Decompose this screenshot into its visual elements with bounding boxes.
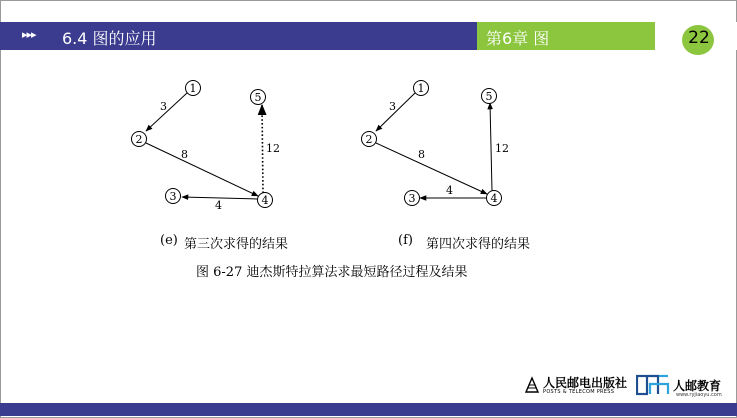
node-e-1-label: 1 bbox=[189, 82, 197, 95]
footer-bar bbox=[0, 403, 737, 416]
node-e-2-label: 2 bbox=[135, 133, 143, 146]
publisher-name: 人民邮电出版社 bbox=[543, 376, 628, 390]
graph-f bbox=[362, 81, 510, 206]
node-e-4-label: 4 bbox=[261, 194, 269, 207]
node-f-5-label: 5 bbox=[485, 90, 493, 103]
edge-f-4-5 bbox=[490, 103, 492, 191]
edge-e-4-5 bbox=[262, 105, 263, 193]
weight-f-4-3: 4 bbox=[446, 184, 453, 197]
node-f-1-label: 1 bbox=[417, 82, 425, 95]
node-f-2-label: 2 bbox=[365, 133, 373, 146]
weight-e-1-2: 3 bbox=[160, 100, 167, 113]
weight-f-4-5: 12 bbox=[495, 142, 509, 155]
node-e-3-label: 3 bbox=[169, 190, 177, 203]
section-title: 6.4 图的应用 bbox=[62, 29, 157, 48]
triple-arrow-icon: ▸▸▸ bbox=[22, 28, 36, 41]
publisher-logo-icon bbox=[524, 376, 540, 394]
edge-e-2-4 bbox=[146, 143, 258, 196]
graph-e bbox=[132, 81, 281, 213]
weight-f-1-2: 3 bbox=[389, 100, 396, 113]
brand-logo-icon bbox=[636, 374, 670, 396]
caption-e-text: 第三次求得的结果 bbox=[184, 237, 289, 252]
brand-url: www.ryjiaoyu.com bbox=[676, 392, 722, 398]
node-e-5-label: 5 bbox=[254, 91, 262, 104]
chapter-title: 第6章 图 bbox=[486, 29, 550, 48]
page-number: 22 bbox=[688, 28, 710, 48]
figure-caption: 图 6-27 迪杰斯特拉算法求最短路径过程及结果 bbox=[196, 265, 468, 280]
weight-f-2-4: 8 bbox=[418, 148, 425, 161]
node-f-3-label: 3 bbox=[408, 192, 416, 205]
caption-f-text: 第四次求得的结果 bbox=[426, 237, 531, 252]
brand-name: 人邮教育 bbox=[673, 379, 722, 393]
node-f-4-label: 4 bbox=[490, 192, 498, 205]
weight-e-4-5: 12 bbox=[266, 142, 280, 155]
weight-e-4-3: 4 bbox=[215, 199, 222, 212]
caption-e-label: (e) bbox=[160, 233, 178, 248]
edge-f-2-4 bbox=[376, 143, 487, 194]
publisher-sub: POSTS & TELECOM PRESS bbox=[543, 389, 615, 395]
weight-e-2-4: 8 bbox=[181, 148, 188, 161]
caption-f-label: (f) bbox=[398, 233, 413, 248]
